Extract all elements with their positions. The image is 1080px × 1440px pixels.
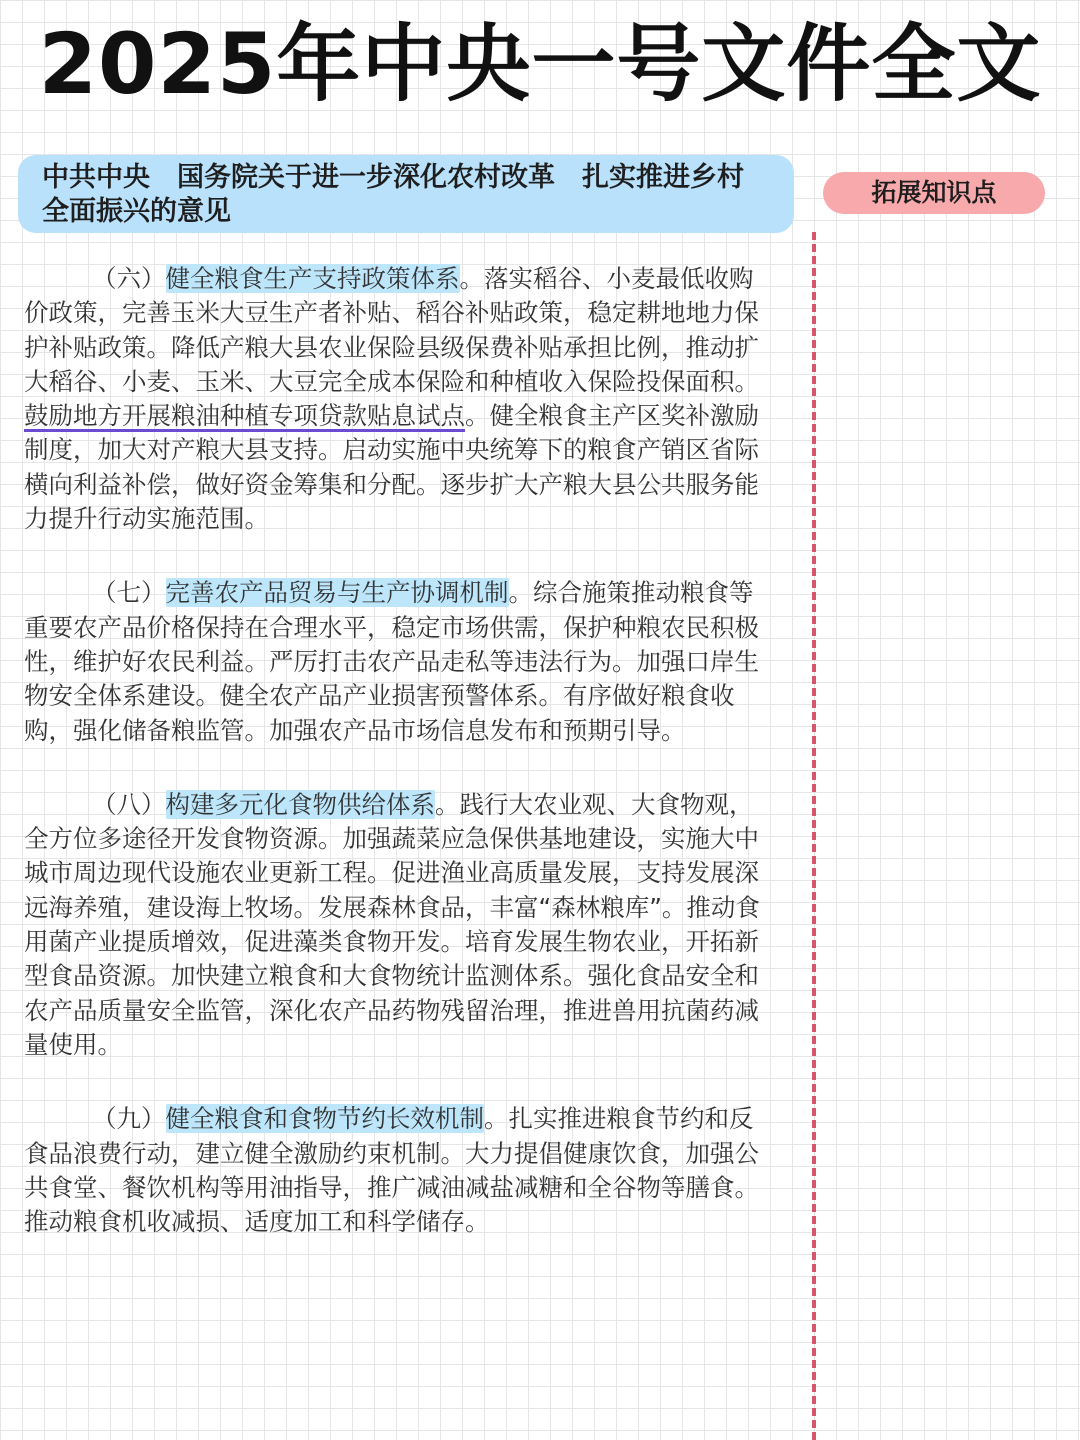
section-number: （六） — [92, 264, 166, 293]
section-text: 。扎实推进粮食节约和反食品浪费行动，建立健全激励约束机制。大力提倡健康饮食，加强公共食堂、餐饮机构等用油指导，推广减油减盐减糖和全谷物等膳食。推动粮食机收减损、适度加工和科学储存。 — [24, 1104, 759, 1237]
dashed-divider — [812, 232, 816, 1440]
extended-knowledge-badge: 拓展知识点 — [823, 172, 1045, 214]
section-text: 。综合施策推动粮食等重要农产品价格保持在合理水平，稳定市场供需，保护种粮农民积极性，维护好农民利益。严厉打击农产品走私等违法行为。加强口岸生物安全体系建设。健全农产品产业损害预警体系。有序做好粮食收购，强化储备粮监管。加强农产品市场信息发布和预期引导。 — [24, 578, 759, 745]
underlined-key-point: 鼓励地方开展粮油种植专项贷款贴息试点 — [24, 401, 465, 431]
section-heading-highlight: 构建多元化食物供给体系 — [165, 789, 435, 819]
section-number: （八） — [92, 789, 166, 819]
section-6 — [24, 262, 776, 536]
article-body — [24, 262, 776, 1279]
section-number: （九） — [92, 1104, 166, 1134]
page-title: 2025年中央一号文件全文 — [38, 15, 1042, 113]
section-8 — [24, 788, 776, 1062]
section-heading-highlight: 健全粮食和食物节约长效机制 — [165, 1104, 484, 1134]
section-text: 。健全粮食主产区奖补激励制度，加大对产粮大县支持。启动实施中央统筹下的粮食产销区省际横向利益补偿，做好资金筹集和分配。逐步扩大产粮大县公共服务能力提升行动实施范围。 — [24, 401, 759, 534]
document-title-banner: 中共中央 国务院关于进一步深化农村改革 扎实推进乡村全面振兴的意见 — [18, 155, 794, 233]
section-text: 。践行大农业观、大食物观，全方位多途径开发食物资源。加强蔬菜应急保供基地建设，实施大中城市周边现代设施农业更新工程。促进渔业高质量发展，支持发展深远海养殖，建设海上牧场。发展森林食品，丰富“森林粮库”。推动食用菌产业提质增效，促进藻类食物开发。培育发展生物农业，开拓新型食品资源。加快建立粮食和大食物统计监测体系。强化食品安全和农产品质量安全监管，深化农产品药物残留治理，推进兽用抗菌药减量使用。 — [24, 789, 760, 1059]
section-number: （七） — [92, 578, 166, 608]
section-7 — [24, 576, 776, 747]
section-9 — [24, 1102, 776, 1239]
section-text: 。落实稻谷、小麦最低收购价政策，完善玉米大豆生产者补贴、稻谷补贴政策，稳定耕地地力保护补贴政策。降低产粮大县农业保险县级保费补贴承担比例，推动扩大稻谷、小麦、玉米、大豆完全成本保险和种植收入保险投保面积。 — [24, 264, 759, 396]
section-heading-highlight: 完善农产品贸易与生产协调机制 — [165, 578, 509, 608]
section-heading-highlight: 健全粮食生产支持政策体系 — [165, 264, 460, 293]
